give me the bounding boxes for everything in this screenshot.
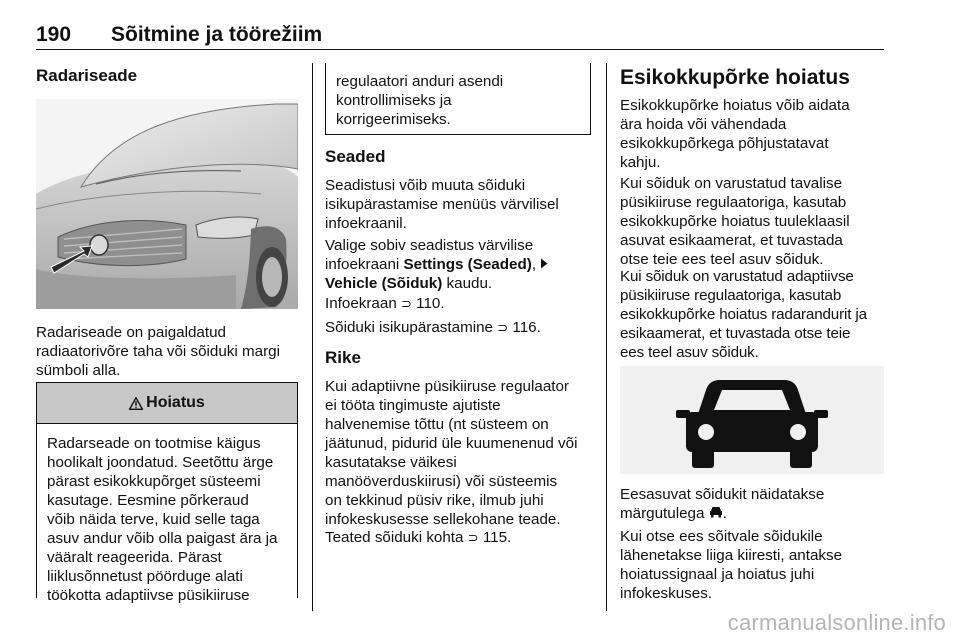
paragraph-line: Esikokkupõrke hoiatus võib aidata — [620, 97, 850, 114]
seaded-paragraph-1 — [325, 176, 595, 233]
continuation-line: korrigeerimiseks. — [336, 111, 451, 128]
paragraph-line: on tekkinud püsiv rike, ilmub juhi — [325, 492, 544, 509]
column-divider-1 — [312, 63, 313, 611]
ref-infoekraan — [325, 294, 445, 313]
warning-text — [47, 434, 293, 605]
col3-paragraph-2 — [620, 174, 886, 269]
caption-line: Radariseade on paigaldatud — [36, 324, 226, 341]
paragraph-line: halvenemise tõttu (nt süsteem on — [325, 416, 549, 433]
page-ref-icon: ⊃ — [401, 296, 412, 311]
warning-line: Radarseade on tootmise käigus — [47, 435, 261, 452]
paragraph-line: Seadistusi võib muuta sõiduki — [325, 177, 526, 194]
seaded-paragraph-2 — [325, 236, 595, 293]
warning-line: võib näida terve, kuid selle taga — [47, 511, 260, 528]
ref-page: 115. — [482, 529, 512, 546]
col3-paragraph-1 — [620, 96, 886, 172]
vehicle-ahead-icon-panel — [620, 366, 884, 474]
ref-teated — [325, 528, 511, 547]
caption-line: sümboli alla. — [36, 362, 121, 379]
settings-menu-label: Settings (Seaded) — [403, 256, 532, 273]
chapter-title: Sõitmine ja töörežiim — [111, 23, 323, 46]
paragraph-line: Kui sõiduk on varustatud adaptiivse — [620, 268, 854, 285]
paragraph-line: Kui otse ees sõitvale sõidukile — [620, 528, 823, 545]
paragraph-line: otse teie ees teel asuv sõiduk. — [620, 251, 824, 268]
radar-heading: Radariseade — [36, 66, 138, 85]
warning-title: Hoiatus — [146, 394, 205, 411]
paragraph-line: asuvat esikaamerat, et tuvastada — [620, 232, 843, 249]
continuation-text — [336, 72, 503, 129]
paragraph-line: infokeskuses. — [620, 585, 713, 602]
paragraph-line: Eesasuvat sõidukit näidatakse — [620, 486, 825, 503]
ref-page: 116. — [512, 319, 541, 336]
page-ref-icon: ⊃ — [497, 320, 509, 335]
caption-line: radiaatorivõre taha või sõiduki margi — [36, 343, 280, 360]
page-ref-icon: ⊃ — [467, 530, 479, 545]
warning-line: hoolikalt joondatud. Seetõttu ärge — [47, 454, 274, 471]
seaded-heading: Seaded — [325, 147, 386, 166]
warning-box — [36, 382, 298, 604]
text-span: . — [722, 505, 727, 522]
paragraph-line: esikokkupõrkega põhjustatavat — [620, 135, 829, 152]
continuation-line: kontrollimiseks ja — [336, 92, 452, 109]
paragraph-line: lähenetakse liiga kiiresti, antakse — [620, 547, 843, 564]
car-front-photo — [36, 99, 298, 309]
paragraph-line: kasutatakse väikesi — [325, 454, 457, 471]
paragraph-line: esikokkupõrke hoiatus radarandurit ja — [620, 306, 867, 323]
esikokkuporke-heading: Esikokkupõrke hoiatus — [620, 66, 850, 89]
arrow-right-icon — [540, 256, 548, 273]
rike-heading: Rike — [325, 348, 361, 367]
col3-paragraph-3 — [620, 267, 890, 362]
text-span: infoekraani — [325, 256, 404, 273]
paragraph-line: manööverduskiirusi) või süsteemis — [325, 473, 558, 490]
column-divider-2 — [606, 63, 607, 611]
warning-line: kasutage. Eesmine põrkeraud — [47, 492, 249, 509]
paragraph-line: hoiatussignaal ja hoiatus juhi — [620, 566, 815, 583]
continuation-line: regulaatori anduri asendi — [336, 73, 504, 90]
text-span: , — [531, 256, 541, 273]
paragraph-line: kahju. — [620, 154, 661, 171]
paragraph-line: Kui sõiduk on varustatud tavalise — [620, 175, 843, 192]
warning-line: liiklusõnnetust pöörduge alati — [47, 568, 243, 585]
warning-line: pärast esikokkupõrget süsteemi — [47, 473, 261, 490]
warning-header — [37, 383, 297, 424]
watermark: carmanualsonline.info — [727, 610, 946, 635]
paragraph-line: isikupärastamise menüüs värvilisel — [325, 196, 559, 213]
radar-caption — [36, 323, 298, 380]
warning-line: töökotta adaptiivse püsikiiruse — [47, 587, 250, 604]
warning-continuation-box — [325, 63, 591, 135]
ref-text: Teated sõiduki kohta — [325, 529, 464, 546]
paragraph-line: ei tööta tingimuste ajutiste — [325, 397, 501, 414]
text-span: märgutulega — [620, 505, 709, 522]
paragraph-line: ees teel asuv sõiduk. — [620, 344, 759, 361]
ref-isikuparastamine — [325, 318, 541, 337]
warning-line: vääralt reageerida. Pärast — [47, 549, 222, 566]
paragraph-line — [325, 255, 595, 274]
vehicle-ahead-inline-icon — [709, 505, 723, 522]
vehicle-ahead-icon — [620, 366, 884, 474]
rike-paragraph — [325, 377, 597, 529]
paragraph-line: Valige sobiv seadistus värvilise — [325, 237, 534, 254]
paragraph-line: esikokkupõrke hoiatus tuuleklaasil — [620, 213, 850, 230]
col3-paragraph-5 — [620, 527, 886, 603]
text-span: kaudu. — [442, 275, 493, 292]
warning-triangle-icon — [129, 397, 143, 410]
paragraph-line: püsikiiruse regulaatoriga, kasutab — [620, 194, 847, 211]
page-number: 190 — [36, 23, 72, 46]
paragraph-line: Kui adaptiivne püsikiiruse regulaator — [325, 378, 569, 395]
col3-paragraph-4 — [620, 485, 886, 523]
paragraph-line: infokeskusesse sellekohane teade. — [325, 511, 561, 528]
ref-text: Sõiduki isikupärastamine — [325, 319, 493, 336]
paragraph-line: jäätunud, pidurid üle kuumenenud või — [325, 435, 578, 452]
paragraph-line: püsikiiruse regulaatoriga, kasutab — [620, 287, 842, 304]
paragraph-line — [325, 274, 595, 293]
ref-page: 110. — [416, 295, 445, 312]
ref-text: Infoekraan — [325, 295, 397, 312]
header-rule — [36, 49, 884, 50]
paragraph-line: infoekraanil. — [325, 215, 407, 232]
vehicle-menu-label: Vehicle (Sõiduk) — [325, 275, 443, 292]
paragraph-line — [620, 504, 886, 523]
paragraph-line: esikaamerat, et tuvastada otse teie — [620, 325, 851, 342]
paragraph-line: ära hoida või vähendada — [620, 116, 787, 133]
warning-line: asuv andur võib olla paigast ära ja — [47, 530, 278, 547]
